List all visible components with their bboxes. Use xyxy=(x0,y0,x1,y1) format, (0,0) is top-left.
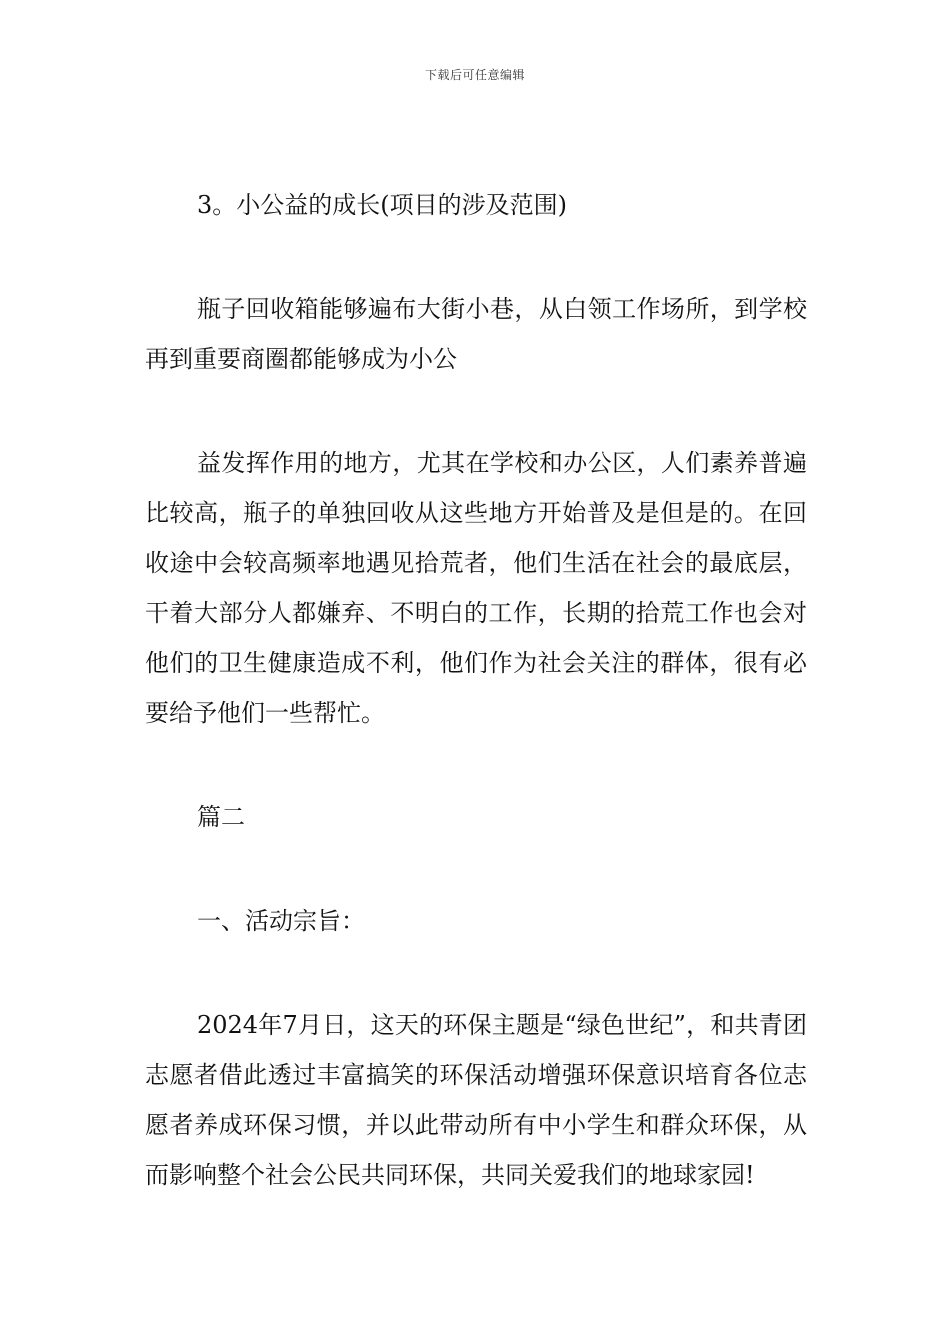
header-note: 下载后可任意编辑 xyxy=(424,68,525,82)
section-heading-growth: 3。小公益的成长(项目的涉及范围) xyxy=(197,191,567,219)
paragraph-public-welfare: 益发挥作用的地方，尤其在学校和办公区，人们素养普遍比较高，瓶子的单独回收从这些地方开始普及是但是的。在回收途中会较高频率地遇见拾荒者，他们生活在社会的最底层，干着大部分人都嫌弃、不明白的工作，长期的拾荒工作也会对他们的卫生健康造成不利，他们作为社会关注的群体，很有必要给予他们一些帮忙。 xyxy=(145,449,807,727)
section-heading-part-two: 篇二 xyxy=(197,803,245,831)
paragraph-bottle-boxes: 瓶子回收箱能够遍布大街小巷，从白领工作场所，到学校再到重要商圈都能够成为小公 xyxy=(145,295,807,373)
document-body xyxy=(145,180,807,1254)
paragraph-activity-purpose: 2024年7月日，这天的环保主题是“绿色世纪”，和共青团志愿者借此透过丰富搞笑的环保活动增强环保意识培育各位志愿者养成环保习惯，并以此带动所有中小学生和群众环保，从而影响整个社会公民共同环保，共同关爱我们的地球家园! xyxy=(145,1011,807,1189)
section-heading-purpose: 一、活动宗旨： xyxy=(197,907,365,935)
